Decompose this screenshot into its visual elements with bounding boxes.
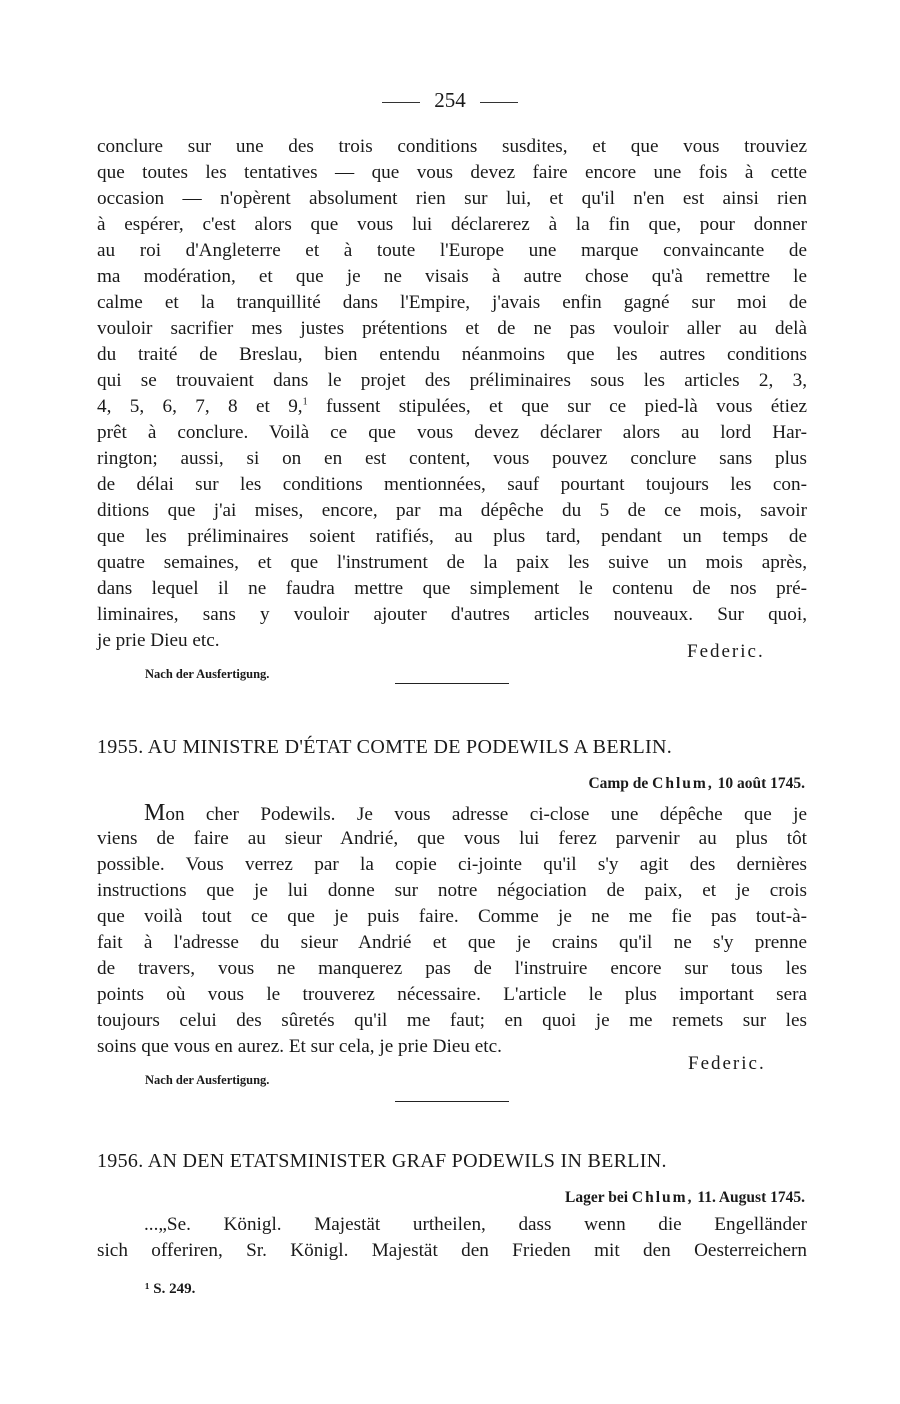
continuation-paragraph (97, 134, 807, 654)
text-line: prêt à conclure. Voilà ce que vous devez déclarer alors au lord Har- (97, 422, 807, 443)
text-line: de travers, vous ne manquerez pas de l'instruire encore sur tous les (97, 958, 807, 979)
page-number-dash-right (480, 102, 518, 103)
letter-heading: 1955. AU MINISTRE D'ÉTAT COMTE DE PODEWILS A BERLIN. (97, 736, 673, 758)
signature: Federic. (687, 641, 765, 662)
text-line: occasion — n'opèrent absolument rien sur lui, et qu'il n'en est ainsi rien (97, 188, 807, 209)
text-line: soins que vous en aurez. Et sur cela, je prie Dieu etc. (97, 1036, 502, 1057)
text-line: ditions que j'ai mises, encore, par ma dépêche du 5 de ce mois, savoir (97, 500, 807, 521)
text-line: de délai sur les conditions mentionnées, sauf pourtant toujours les con- (97, 474, 807, 495)
page-number-value: 254 (434, 88, 466, 112)
letter-dateline (588, 775, 805, 793)
text-line: que voilà tout ce que je puis faire. Comme je ne me fie pas tout-à- (97, 906, 807, 927)
text-line: calme et la tranquillité dans l'Empire, j'avais enfin gagné sur moi de (97, 292, 807, 313)
text-line: ma modération, et que je ne visais à autre chose qu'à remettre le (97, 266, 807, 287)
text-line: vouloir sacrifier mes justes prétentions et de ne pas vouloir aller au delà (97, 318, 807, 339)
text-line: à espérer, c'est alors que vous lui déclarerez à la fin que, pour donner (97, 214, 807, 235)
text-line: viens de faire au sieur Andrié, que vous lui ferez parvenir au plus tôt (97, 828, 807, 849)
text-line: possible. Vous verrez par la copie ci-jointe qu'il s'y agit des dernières (97, 854, 807, 875)
text-line: qui se trouvaient dans le projet des préliminaires sous les articles 2, 3, (97, 370, 807, 391)
text-line: points où vous le trouverez nécessaire. L'article le plus important sera (97, 984, 807, 1005)
text-line: conclure sur une des trois conditions susdites, et que vous trouviez (97, 136, 807, 157)
section-divider (395, 683, 509, 684)
text-line: quatre semaines, et que l'instrument de la paix les suive un mois après, (97, 552, 807, 573)
text-line-first (97, 800, 807, 826)
text-line: toujours celui des sûretés qu'il me faut; en quoi je me remets sur les (97, 1010, 807, 1031)
footnote: ¹ S. 249. (145, 1281, 196, 1297)
line-start: 4, 5, 6, 7, 8 et 9, (97, 396, 303, 417)
dateline-place: Chlum, (631, 1189, 694, 1206)
dateline-place: Chlum, (652, 775, 714, 792)
initial-letter: M (144, 800, 166, 826)
signature: Federic. (688, 1053, 766, 1074)
text-line: rington; aussi, si on en est content, vous pouvez conclure sans plus (97, 448, 807, 469)
text-line: fait à l'adresse du sieur Andrié et que je crains qu'il ne s'y prenne (97, 932, 807, 953)
text-line: ...„Se. Königl. Majestät urtheilen, dass wenn die Engelländer (144, 1214, 807, 1235)
text-line-with-footnote (97, 394, 807, 420)
footnote-marker: 1 (302, 396, 308, 408)
page-number-dash-left (382, 102, 420, 103)
letter-dateline (565, 1189, 805, 1207)
letter-1955-body (97, 800, 807, 1060)
letter-1956-body (97, 1212, 807, 1264)
dateline-prefix: Lager bei (565, 1189, 629, 1206)
section-divider (395, 1101, 509, 1102)
dateline-date: 10 août 1745. (717, 775, 805, 792)
line-text: on cher Podewils. Je vous adresse ci-close une dépêche que je (165, 804, 807, 825)
text-line: du traité de Breslau, bien entendu néanmoins que les autres conditions (97, 344, 807, 365)
text-line: instructions que je lui donne sur notre négociation de paix, et je crois (97, 880, 807, 901)
source-note: Nach der Ausfertigung. (145, 1073, 270, 1087)
line-end: fussent stipulées, et que sur ce pied-là vous étiez (325, 396, 807, 417)
text-line: je prie Dieu etc. (97, 630, 220, 651)
text-line: liminaires, sans y vouloir ajouter d'autres articles nouveaux. Sur quoi, (97, 604, 807, 625)
text-line: sich offeriren, Sr. Königl. Majestät den Frieden mit den Oesterreichern (97, 1240, 807, 1261)
letter-heading: 1956. AN DEN ETATSMINISTER GRAF PODEWILS IN BERLIN. (97, 1150, 667, 1172)
dateline-prefix: Camp de (588, 775, 649, 792)
text-line: au roi d'Angleterre et à toute l'Europe une marque convaincante de (97, 240, 807, 261)
text-line: que les préliminaires soient ratifiés, au plus tard, pendant un temps de (97, 526, 807, 547)
page-number (0, 88, 900, 113)
text-line: dans lequel il ne faudra mettre que simplement le contenu de nos pré- (97, 578, 807, 599)
source-note: Nach der Ausfertigung. (145, 667, 270, 681)
text-line: que toutes les tentatives — que vous devez faire encore une fois à cette (97, 162, 807, 183)
dateline-date: 11. August 1745. (697, 1189, 805, 1206)
